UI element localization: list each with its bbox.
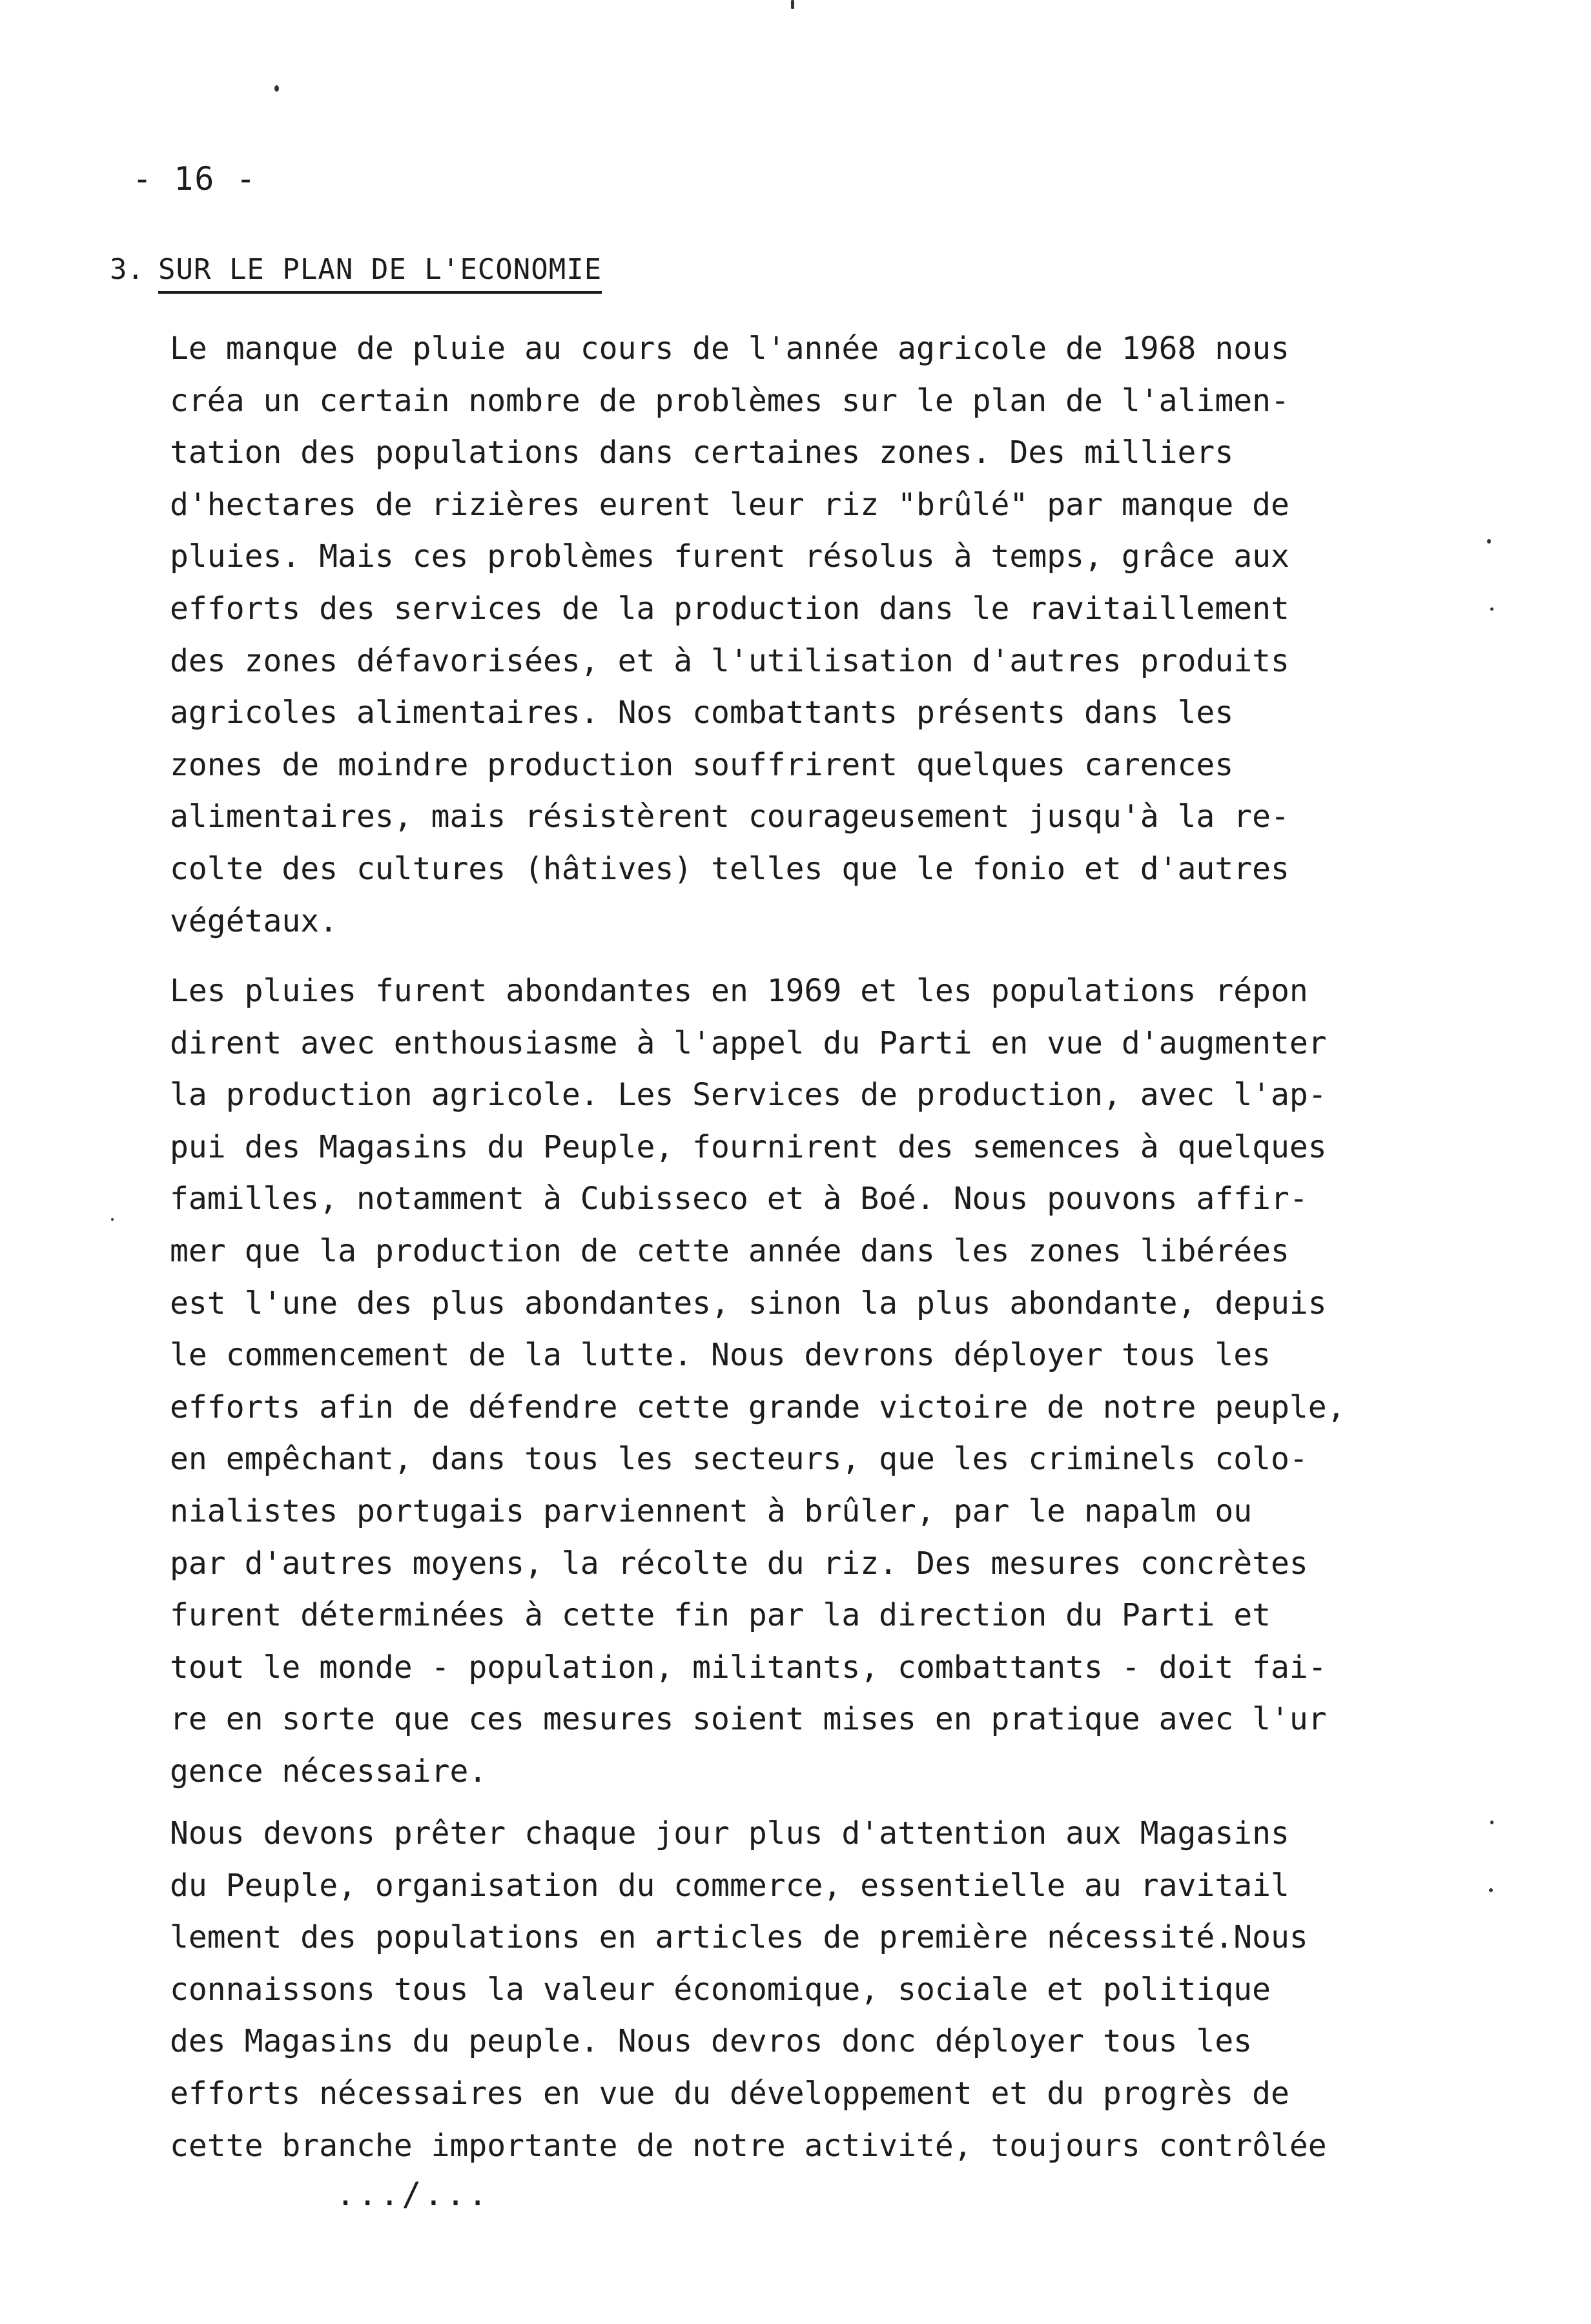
scan-speck bbox=[1489, 1888, 1493, 1892]
text-line: furent déterminées à cette fin par la direction du Parti et bbox=[170, 1597, 1271, 1634]
text-line: la production agricole. Les Services de production, avec l'ap- bbox=[170, 1077, 1327, 1114]
text-line: gence nécessaire. bbox=[170, 1753, 488, 1789]
scan-speck bbox=[1490, 607, 1493, 611]
text-line: mer que la production de cette année dans les zones libérées bbox=[170, 1232, 1289, 1269]
text-line: pluies. Mais ces problèmes furent résolus à temps, grâce aux bbox=[170, 538, 1289, 575]
text-line: lement des populations en articles de première nécessité.Nous bbox=[170, 1919, 1308, 1956]
text-line: des Magasins du peuple. Nous devros donc déployer tous les bbox=[170, 2023, 1253, 2060]
text-line: familles, notamment à Cubisseco et à Boé. Nous pouvons affir- bbox=[170, 1181, 1308, 1218]
text-line: colte des cultures (hâtives) telles que le fonio et d'autres bbox=[170, 850, 1289, 887]
text-line: nialistes portugais parviennent à brûler, par le napalm ou bbox=[170, 1493, 1253, 1529]
text-line: Les pluies furent abondantes en 1969 et les populations répon bbox=[170, 973, 1308, 1009]
section-number: 3. bbox=[110, 253, 144, 286]
text-line: le commencement de la lutte. Nous devrons déployer tous les bbox=[170, 1337, 1271, 1374]
text-line: efforts afin de défendre cette grande victoire de notre peuple, bbox=[170, 1389, 1346, 1425]
text-line: agricoles alimentaires. Nos combattants présents dans les bbox=[170, 695, 1234, 731]
text-line: alimentaires, mais résistèrent courageusement jusqu'à la re- bbox=[170, 799, 1289, 835]
text-line: est l'une des plus abondantes, sinon la plus abondante, depuis bbox=[170, 1285, 1327, 1321]
text-line: pui des Magasins du Peuple, fournirent des semences à quelques bbox=[170, 1128, 1327, 1165]
scan-speck bbox=[791, 0, 794, 9]
page-number: - 16 - bbox=[132, 160, 257, 198]
text-line: en empêchant, dans tous les secteurs, que les criminels colo- bbox=[170, 1441, 1308, 1478]
paragraph-food-shortage bbox=[170, 323, 1384, 947]
text-line: d'hectares de rizières eurent leur riz "brûlé" par manque de bbox=[170, 486, 1289, 523]
text-line: efforts nécessaires en vue du développement et du progrès de bbox=[170, 2075, 1289, 2112]
text-line: Le manque de pluie au cours de l'année agricole de 1968 nous bbox=[170, 331, 1289, 367]
section-title: SUR LE PLAN DE L'ECONOMIE bbox=[158, 253, 602, 294]
text-line: tout le monde - population, militants, combattants - doit fai- bbox=[170, 1649, 1327, 1686]
paragraph-harvest-1969 bbox=[170, 965, 1384, 1798]
text-line: des zones défavorisées, et à l'utilisation d'autres produits bbox=[170, 642, 1289, 679]
scan-speck bbox=[1487, 539, 1491, 544]
text-line: par d'autres moyens, la récolte du riz. Des mesures concrètes bbox=[170, 1545, 1308, 1582]
text-line: dirent avec enthousiasme à l'appel du Parti en vue d'augmenter bbox=[170, 1024, 1327, 1061]
scan-speck bbox=[1490, 1820, 1493, 1824]
text-line: Nous devons prêter chaque jour plus d'attention aux Magasins bbox=[170, 1815, 1289, 1851]
text-line: re en sorte que ces mesures soient mises en pratique avec l'ur bbox=[170, 1701, 1327, 1738]
paragraph-peoples-stores bbox=[170, 1808, 1384, 2172]
text-line: végétaux. bbox=[170, 902, 338, 939]
text-line: connaissons tous la valeur économique, sociale et politique bbox=[170, 1971, 1271, 2008]
scan-speck bbox=[274, 85, 279, 92]
text-line: du Peuple, organisation du commerce, essentielle au ravitail bbox=[170, 1867, 1289, 1904]
text-line: tation des populations dans certaines zones. Des milliers bbox=[170, 434, 1234, 471]
text-line: zones de moindre production souffrirent quelques carences bbox=[170, 746, 1234, 783]
text-line: efforts des services de la production dans le ravitaillement bbox=[170, 590, 1289, 627]
text-line: créa un certain nombre de problèmes sur le plan de l'alimen- bbox=[170, 382, 1289, 419]
continuation-marker: .../... bbox=[336, 2176, 490, 2213]
section-heading bbox=[110, 253, 602, 286]
scan-speck bbox=[111, 1218, 114, 1221]
text-line: cette branche importante de notre activité, toujours contrôlée bbox=[170, 2127, 1327, 2164]
